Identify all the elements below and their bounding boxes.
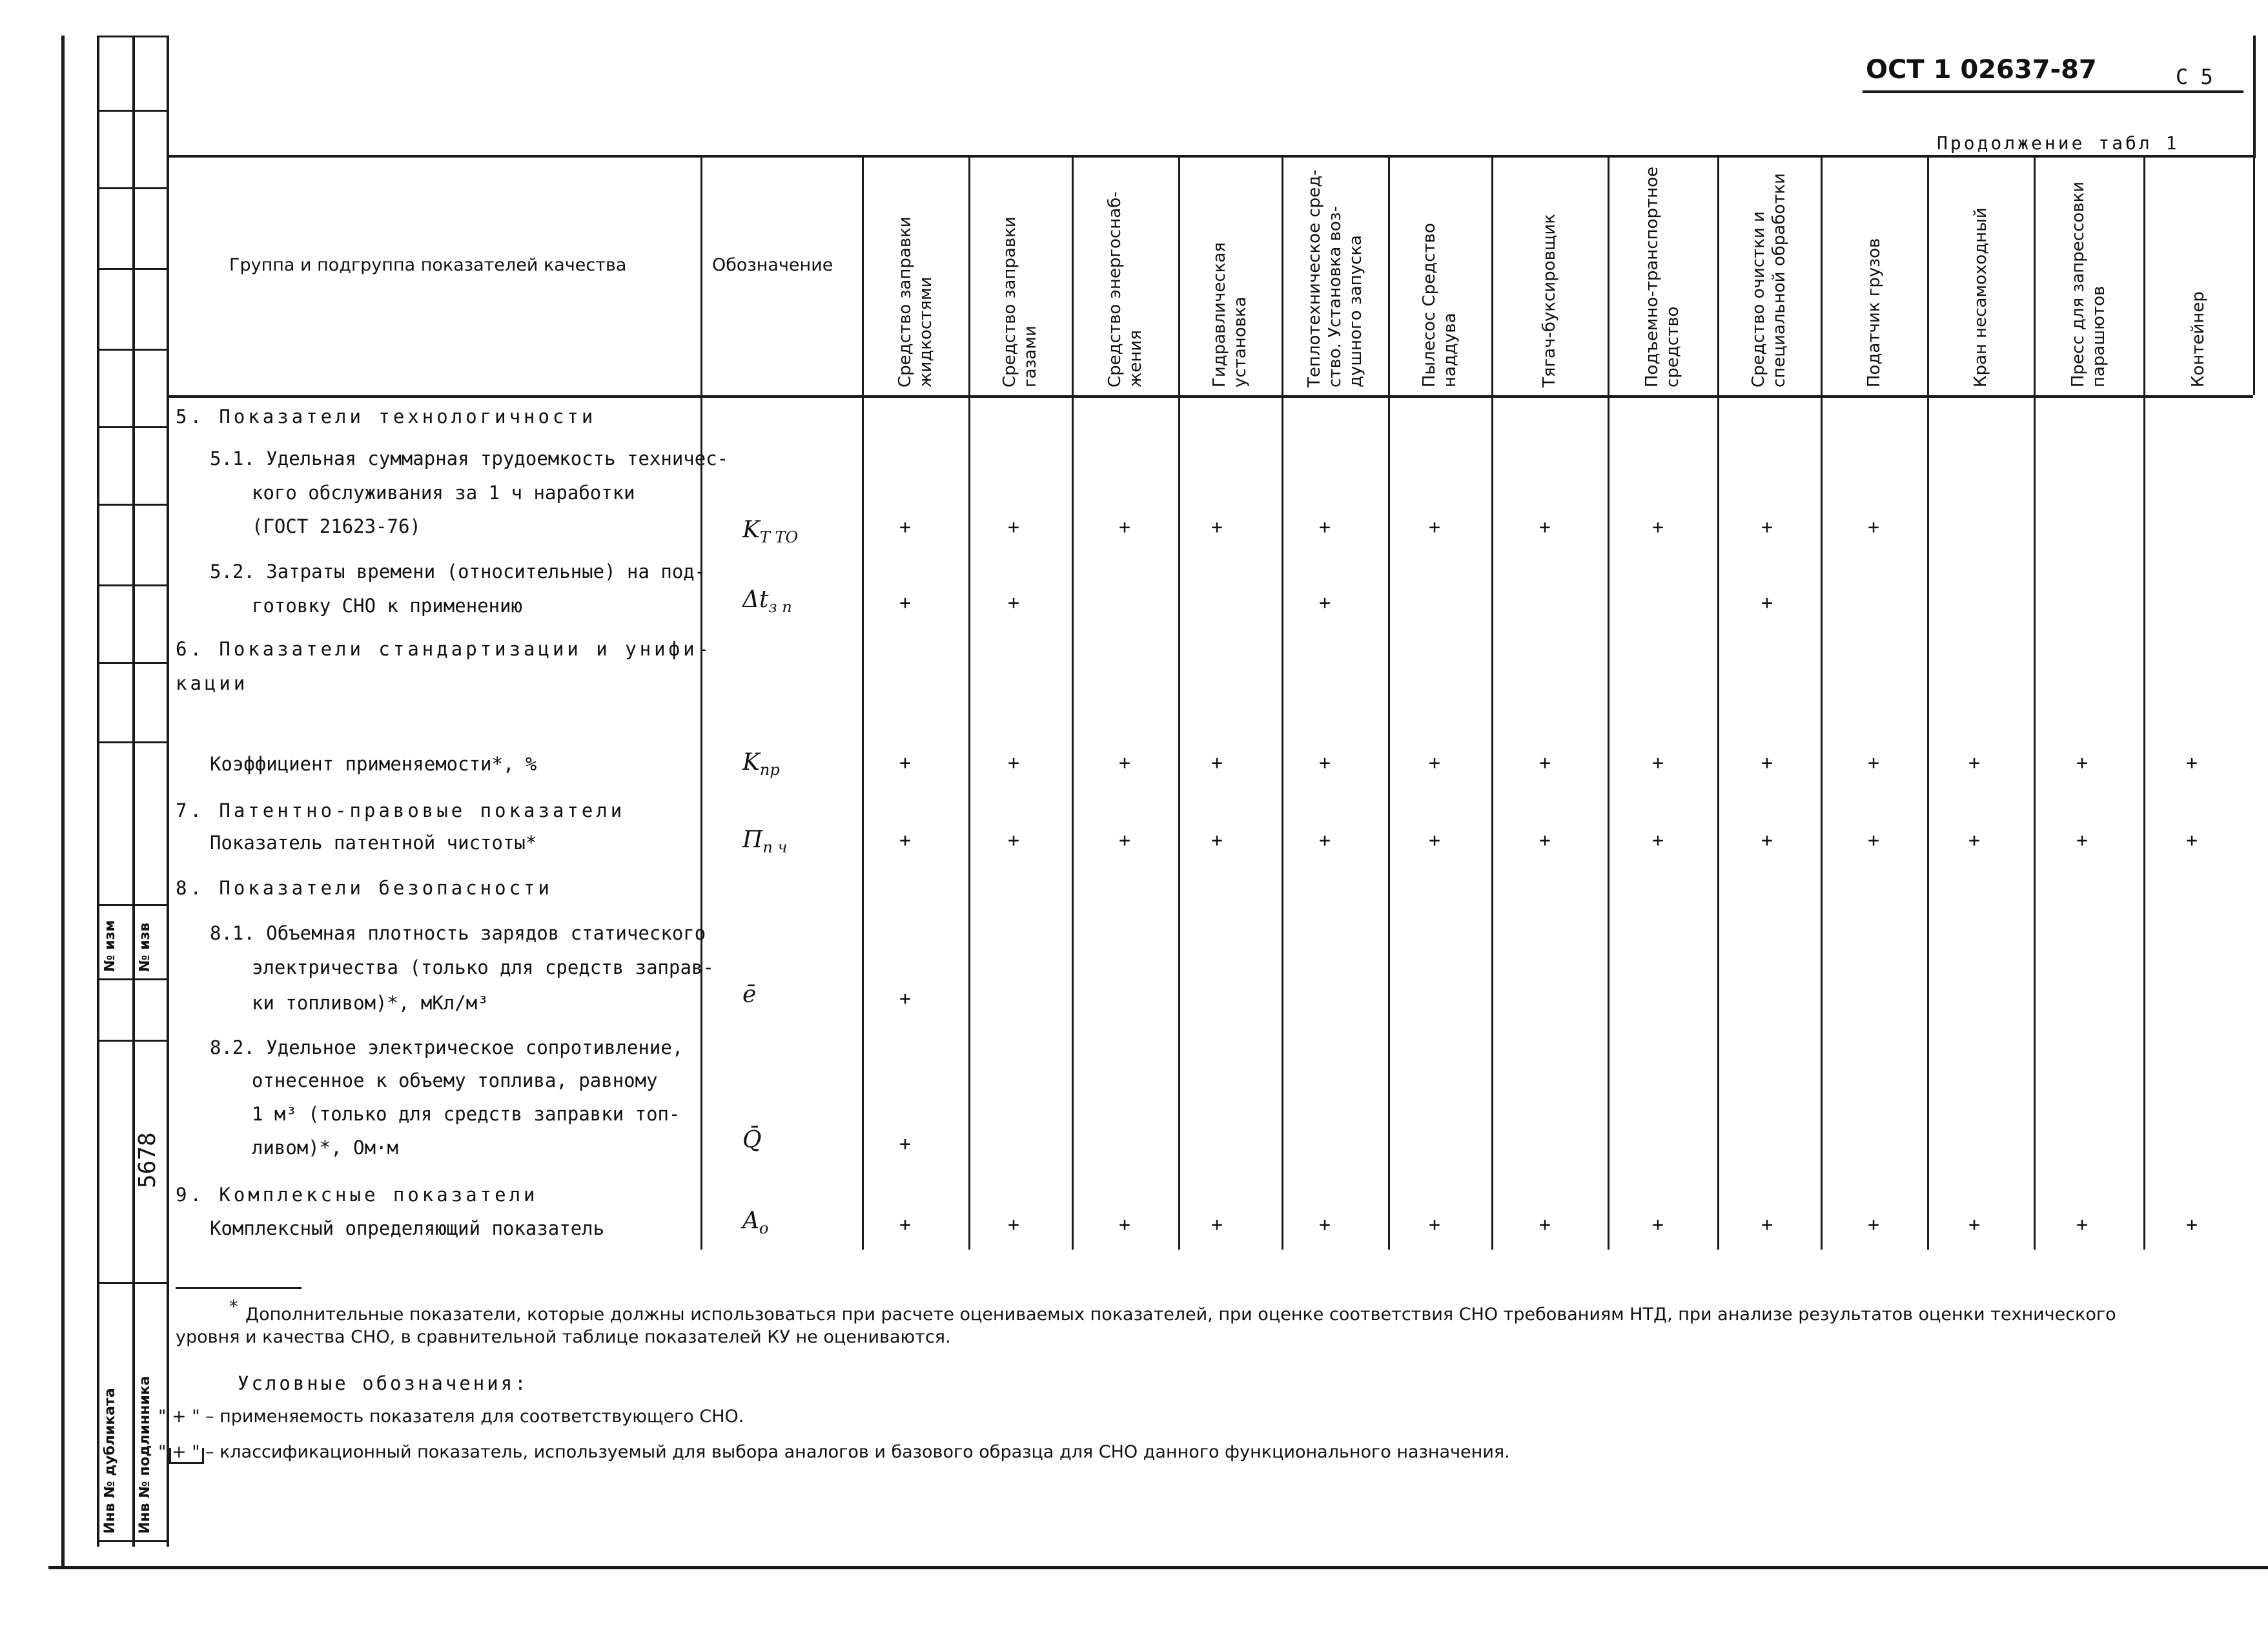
group-heading: кации: [176, 672, 249, 694]
applicability-mark: +: [1538, 516, 1551, 539]
column-header-line: жидкостями: [915, 276, 935, 387]
column-header-line: установка: [1231, 296, 1250, 387]
applicability-mark: +: [1318, 592, 1331, 614]
column-header-10: [1864, 238, 1885, 387]
applicability-mark: +: [1968, 1213, 1981, 1236]
applicability-mark: +: [1867, 1213, 1880, 1236]
applicability-mark: +: [1211, 829, 1223, 852]
column-divider: [968, 155, 970, 1250]
page-number: С 5: [2176, 65, 2213, 89]
applicability-mark: +: [899, 1213, 912, 1236]
applicability-mark: +: [1428, 752, 1441, 774]
indicator-symbol: [742, 749, 780, 779]
applicability-mark: +: [899, 516, 912, 539]
applicability-mark: +: [2076, 829, 2089, 852]
column-divider: [1178, 155, 1180, 1250]
indicator-label: кого обслуживания за 1 ч наработки: [252, 482, 635, 504]
applicability-mark: +: [1211, 1213, 1223, 1236]
applicability-mark: +: [1761, 752, 1773, 774]
column-header-line: наддува: [1440, 313, 1460, 387]
applicability-mark: +: [899, 987, 912, 1010]
symbol-base: ē: [742, 982, 757, 1008]
column-header-line: Пресс для запрессовки: [2069, 181, 2088, 387]
column-header-line: газами: [1021, 325, 1040, 387]
table-header-border: [167, 395, 2253, 398]
symbol-subscript: о: [759, 1219, 769, 1238]
column-header-11: [1970, 207, 1991, 387]
column-divider: [1927, 155, 1929, 1250]
applicability-mark: +: [1007, 1213, 1020, 1236]
column-header-line: Средство заправки: [1000, 216, 1019, 387]
column-divider: [700, 155, 702, 1250]
column-divider: [1608, 155, 1609, 1250]
column-divider: [1072, 155, 1074, 1250]
stamp-inv-dup: Инв № дубликата: [102, 1388, 118, 1534]
column-header-4: [1209, 242, 1251, 387]
indicator-symbol: [742, 517, 798, 546]
applicability-mark: +: [1651, 829, 1664, 852]
column-header-7: [1539, 214, 1560, 387]
applicability-mark: +: [1867, 829, 1880, 852]
applicability-mark: +: [1761, 1213, 1773, 1236]
symbol-subscript: п ч: [762, 838, 788, 857]
column-header-9: [1748, 173, 1790, 387]
column-header-5: [1304, 169, 1366, 387]
indicator-label: 8.2. Удельное электрическое сопротивление,: [210, 1036, 684, 1058]
applicability-mark: +: [899, 752, 912, 774]
symbol-subscript: з п: [768, 598, 792, 617]
footnote-line-1: Дополнительные показатели, которые должны использоваться при расчете оцениваемых показателей, при оценке соответствия СНО требованиям НТД, при анализе результатов оценки технического: [245, 1305, 2116, 1325]
symbol-base: П: [742, 827, 763, 853]
page-frame-left: [61, 36, 65, 1569]
column-header-2: [999, 216, 1041, 387]
applicability-mark: +: [899, 829, 912, 852]
column-header-symbol: Обозначение: [712, 255, 833, 275]
continuation-label: Продолжение табл 1: [1937, 132, 2180, 154]
applicability-mark: +: [1007, 829, 1020, 852]
applicability-mark: +: [1651, 752, 1664, 774]
footnote-marker: *: [229, 1297, 238, 1317]
column-header-line: душного запуска: [1345, 235, 1365, 387]
applicability-mark: +: [1968, 752, 1981, 774]
column-divider: [2253, 155, 2255, 395]
indicator-symbol: [742, 1127, 762, 1153]
indicator-label: Коэффициент применяемости*, %: [210, 753, 537, 775]
column-header-13: [2188, 291, 2209, 387]
column-header-1: [895, 216, 936, 387]
symbol-subscript: пр: [759, 761, 780, 779]
indicator-label: (ГОСТ 21623-76): [252, 515, 421, 537]
column-divider: [1717, 155, 1719, 1250]
group-heading: 9. Комплексные показатели: [176, 1184, 538, 1206]
column-header-line: жения: [1125, 330, 1145, 387]
symbol-subscript: Т ТО: [759, 528, 799, 547]
stamp-number: 5678: [134, 1132, 161, 1188]
stamp-inv-orig: Инв № подлинника: [137, 1376, 153, 1534]
legend-item-2-text: – классификационный показатель, используемый для выбора аналогов и базового образца для СНО данного функционального назначения.: [205, 1442, 1510, 1462]
footnote-rule: [176, 1287, 301, 1289]
doc-code: ОСТ 1 02637-87: [1866, 55, 2097, 85]
column-header-3: [1105, 191, 1146, 387]
column-divider: [1282, 155, 1283, 1250]
table-top-border: [167, 155, 2253, 158]
indicator-label: 1 м³ (только для средств заправки топ-: [252, 1103, 680, 1125]
column-header-line: специальной обработки: [1770, 173, 1789, 387]
indicator-label: готовку СНО к применению: [252, 595, 523, 617]
column-divider: [1821, 155, 1823, 1250]
applicability-mark: +: [1651, 516, 1664, 539]
symbol-base: K: [742, 749, 760, 776]
footnote-line-2: уровня и качества СНО, в сравнительной таблице показателей КУ не оцениваются.: [176, 1327, 951, 1347]
legend-item-1-symbol: " + ": [158, 1407, 200, 1427]
doc-code-underline: [1863, 90, 2243, 93]
applicability-mark: +: [1118, 516, 1131, 539]
applicability-mark: +: [1867, 516, 1880, 539]
page-frame-bottom: [48, 1566, 2268, 1569]
column-divider: [1491, 155, 1493, 1250]
applicability-mark: +: [1761, 592, 1773, 614]
applicability-mark: +: [1428, 1213, 1441, 1236]
column-divider: [862, 155, 864, 1250]
column-header-line: Средство энергоснаб-: [1105, 191, 1125, 387]
column-header-6: [1419, 223, 1460, 387]
applicability-mark: +: [1538, 752, 1551, 774]
legend-item-2-bracket: [169, 1448, 204, 1464]
applicability-mark: +: [1867, 752, 1880, 774]
column-header-line: Теплотехническое сред-: [1304, 169, 1324, 387]
stamp-no-izm: № изм: [102, 920, 118, 972]
column-header-line: Подъемно-транспортное: [1642, 166, 1662, 387]
column-header-8: [1642, 167, 1683, 387]
group-heading: 5. Показатели технологичности: [176, 406, 597, 428]
column-divider: [2143, 155, 2145, 1250]
applicability-mark: +: [2076, 1213, 2089, 1236]
legend-item-2-symbol: " + ": [158, 1442, 200, 1462]
page-frame-right: [2253, 36, 2256, 158]
indicator-symbol: [742, 586, 792, 616]
column-header-line: Контейнер: [2189, 291, 2208, 387]
indicator-label: электричества (только для средств заправ-: [252, 956, 714, 978]
applicability-mark: +: [1651, 1213, 1664, 1236]
column-header-line: средство: [1663, 306, 1682, 387]
applicability-mark: +: [1428, 516, 1441, 539]
applicability-mark: +: [1538, 829, 1551, 852]
column-divider: [1388, 155, 1390, 1250]
indicator-symbol: [742, 1208, 768, 1237]
applicability-mark: +: [1968, 829, 1981, 852]
group-heading: 7. Патентно-правовые показатели: [176, 799, 626, 821]
applicability-mark: +: [1318, 829, 1331, 852]
column-header-12: [2068, 181, 2109, 387]
applicability-mark: +: [2185, 829, 2198, 852]
symbol-base: K: [742, 517, 760, 543]
column-header-line: Податчик грузов: [1864, 238, 1884, 387]
indicator-label: Показатель патентной чистоты*: [210, 832, 537, 854]
indicator-label: 5.2. Затраты времени (относительные) на под-: [210, 561, 706, 583]
applicability-mark: +: [1318, 752, 1331, 774]
indicator-label: ки топливом)*, мКл/м³: [252, 992, 489, 1014]
column-header-line: парашютов: [2089, 285, 2109, 387]
group-heading: 6. Показатели стандартизации и унифи-: [176, 638, 713, 660]
column-header-line: Средство очистки и: [1749, 211, 1768, 387]
legend-title: Условные обозначения:: [238, 1372, 529, 1394]
indicator-symbol: [742, 982, 756, 1008]
group-heading: 8. Показатели безопасности: [176, 877, 553, 899]
indicator-label: отнесенное к объему топлива, равному: [252, 1069, 658, 1091]
symbol-base: A: [742, 1208, 759, 1234]
legend-item-1-text: – применяемость показателя для соответствующего СНО.: [205, 1407, 744, 1427]
applicability-mark: +: [1538, 1213, 1551, 1236]
indicator-label: ливом)*, Ом·м: [252, 1137, 398, 1159]
applicability-mark: +: [1318, 516, 1331, 539]
column-header-line: Пылесос Средство: [1420, 223, 1439, 387]
applicability-mark: +: [1118, 1213, 1131, 1236]
column-header-line: Гидравлическая: [1210, 242, 1229, 387]
applicability-mark: +: [1118, 829, 1131, 852]
column-divider: [2034, 155, 2036, 1250]
applicability-mark: +: [1118, 752, 1131, 774]
applicability-mark: +: [2185, 752, 2198, 774]
applicability-mark: +: [899, 1133, 912, 1155]
indicator-symbol: [742, 827, 787, 856]
applicability-mark: +: [1007, 516, 1020, 539]
applicability-mark: +: [1007, 592, 1020, 614]
applicability-mark: +: [1318, 1213, 1331, 1236]
applicability-mark: +: [899, 592, 912, 614]
stamp-no-izv: № изв: [137, 922, 153, 972]
applicability-mark: +: [2076, 752, 2089, 774]
column-header-line: ство. Установка воз-: [1325, 206, 1345, 387]
column-header-line: Средство заправки: [895, 216, 915, 387]
column-header-line: Тягач-буксировщик: [1540, 213, 1559, 387]
applicability-mark: +: [1211, 516, 1223, 539]
symbol-base: Δt: [742, 586, 769, 613]
column-header-group: Группа и подгруппа показателей качества: [229, 255, 627, 275]
applicability-mark: +: [1211, 752, 1223, 774]
symbol-base: Q̄: [742, 1127, 762, 1153]
applicability-mark: +: [2185, 1213, 2198, 1236]
applicability-mark: +: [1761, 516, 1773, 539]
column-header-line: Кран несамоходный: [1970, 207, 1990, 387]
indicator-label: 8.1. Объемная плотность зарядов статического: [210, 922, 706, 944]
applicability-mark: +: [1007, 752, 1020, 774]
applicability-mark: +: [1761, 829, 1773, 852]
indicator-label: Комплексный определяющий показатель: [210, 1217, 605, 1239]
applicability-mark: +: [1428, 829, 1441, 852]
indicator-label: 5.1. Удельная суммарная трудоемкость техничес-: [210, 448, 729, 469]
